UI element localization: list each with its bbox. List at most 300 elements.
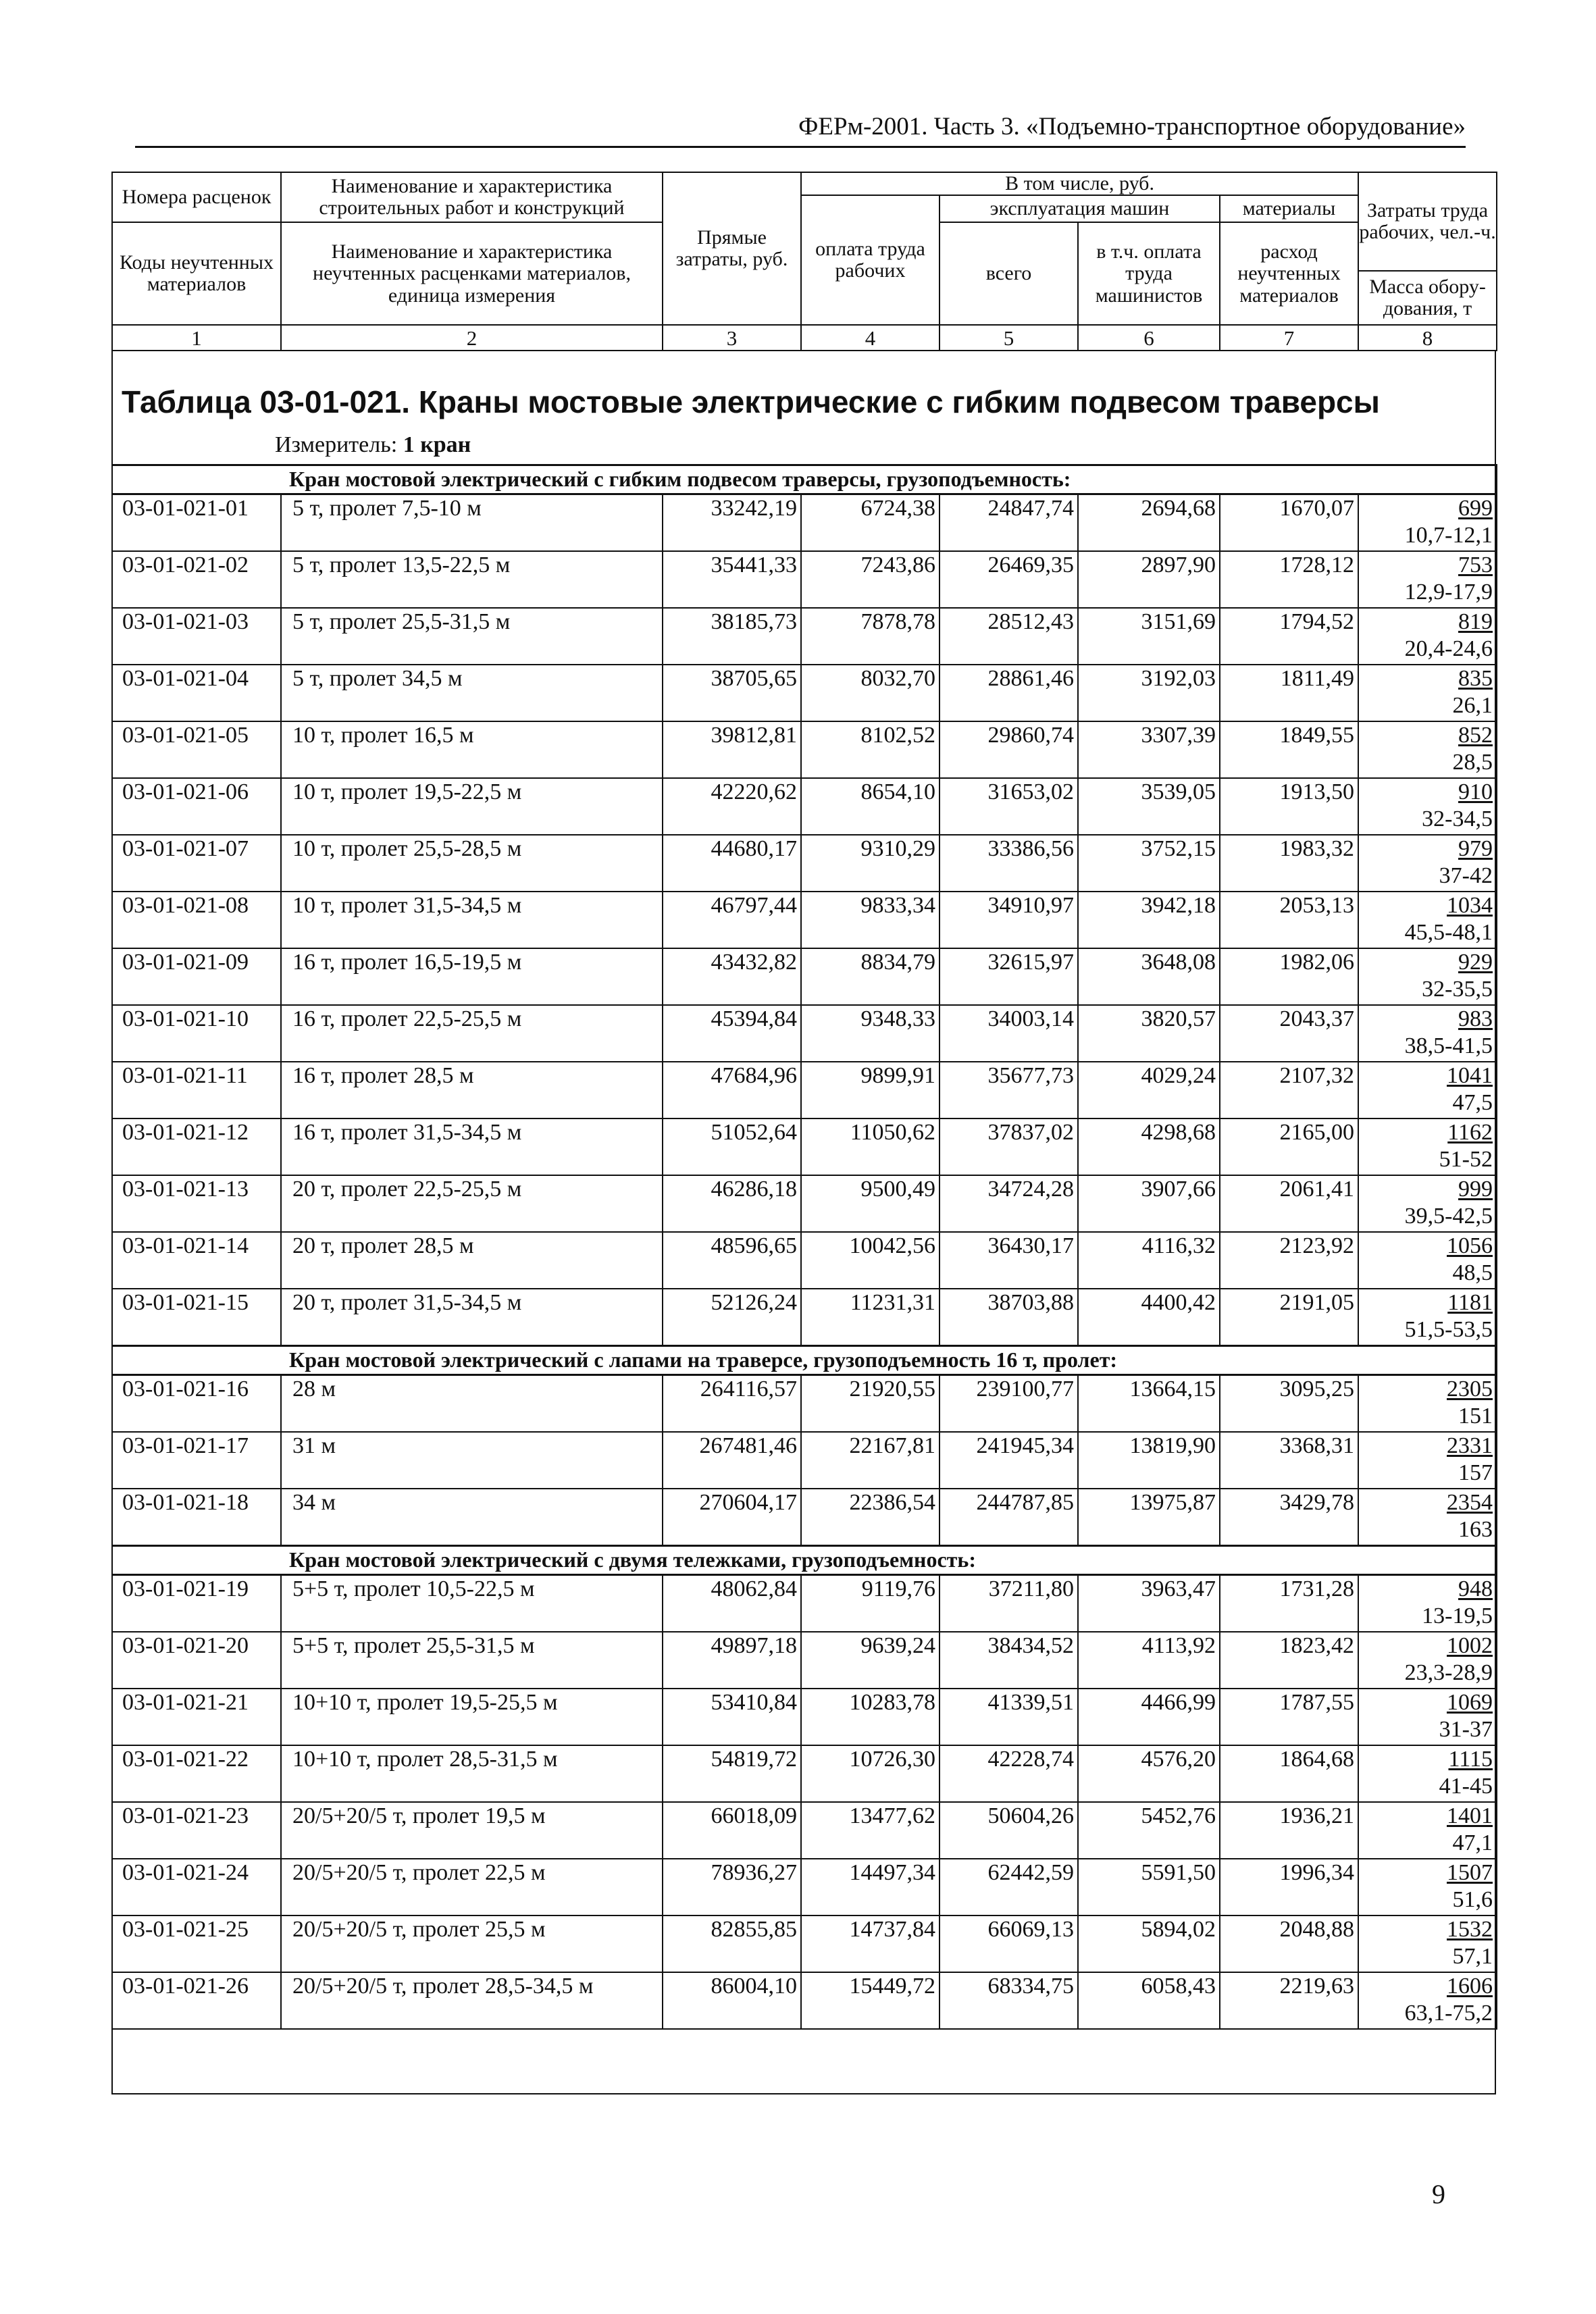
- rate-code: 03-01-021-04: [112, 665, 281, 721]
- machines-total: 37211,80: [939, 1575, 1078, 1632]
- column-number: 3: [663, 325, 801, 351]
- work-name: 5 т, пролет 25,5-31,5 м: [281, 608, 663, 665]
- table-row: [112, 1632, 1497, 1689]
- materials-cost: 1823,42: [1220, 1632, 1358, 1689]
- column-number: 6: [1078, 325, 1220, 351]
- running-head: ФЕРм-2001. Часть 3. «Подъемно-транспортное оборудование»: [135, 108, 1466, 148]
- equipment-mass: 47,5: [1452, 1090, 1493, 1115]
- machines-total: 239100,77: [939, 1375, 1078, 1433]
- work-name: 20 т, пролет 28,5 м: [281, 1232, 663, 1289]
- rate-code: 03-01-021-08: [112, 892, 281, 948]
- column-number: 1: [112, 325, 281, 351]
- operators-pay: 4029,24: [1078, 1062, 1220, 1119]
- labor-and-mass-cell: [1358, 1575, 1497, 1632]
- table-row: [112, 1972, 1497, 2029]
- operators-pay: 3192,03: [1078, 665, 1220, 721]
- table-body-box: [111, 351, 1496, 2094]
- materials-cost: 2043,37: [1220, 1005, 1358, 1062]
- machines-total: 36430,17: [939, 1232, 1078, 1289]
- rate-code: 03-01-021-21: [112, 1689, 281, 1745]
- labor-and-mass-cell: [1358, 608, 1497, 665]
- equipment-mass: 63,1-75,2: [1404, 2001, 1493, 2026]
- rate-code: 03-01-021-24: [112, 1859, 281, 1916]
- materials-cost: 1849,55: [1220, 721, 1358, 778]
- direct-costs: 54819,72: [663, 1745, 801, 1802]
- labor-and-mass-cell: [1358, 1489, 1497, 1546]
- equipment-mass: 23,3-28,9: [1404, 1660, 1493, 1685]
- operators-pay: 3942,18: [1078, 892, 1220, 948]
- labor-pay: 10042,56: [801, 1232, 939, 1289]
- table-row: [112, 1916, 1497, 1972]
- equipment-mass: 32-35,5: [1422, 977, 1493, 1002]
- group-header-row: [112, 465, 1497, 494]
- labor-and-mass-cell: [1358, 1005, 1497, 1062]
- table-row: [112, 1802, 1497, 1859]
- direct-costs: 78936,27: [663, 1859, 801, 1916]
- group-title: Кран мостовой электрический с гибким подвесом траверсы, грузоподъемность:: [289, 467, 1071, 491]
- labor-pay: 22167,81: [801, 1432, 939, 1489]
- labor-pay: 11231,31: [801, 1289, 939, 1346]
- direct-costs: 38705,65: [663, 665, 801, 721]
- header-col2-bottom: Наименование и характеристика неучтенных расценками материалов, единица измерения: [281, 222, 663, 325]
- group-header-row: [112, 1346, 1497, 1375]
- labor-and-mass-cell: [1358, 1175, 1497, 1232]
- labor-pay: 7243,86: [801, 551, 939, 608]
- machines-total: 33386,56: [939, 835, 1078, 892]
- direct-costs: 38185,73: [663, 608, 801, 665]
- labor-pay: 9899,91: [801, 1062, 939, 1119]
- direct-costs: 264116,57: [663, 1375, 801, 1433]
- operators-pay: 13975,87: [1078, 1489, 1220, 1546]
- direct-costs: 39812,81: [663, 721, 801, 778]
- page-number: 9: [1432, 2179, 1445, 2209]
- labor-hours: 2305: [1447, 1377, 1493, 1402]
- work-name: 20 т, пролет 22,5-25,5 м: [281, 1175, 663, 1232]
- table-row: [112, 1859, 1497, 1916]
- equipment-mass: 151: [1458, 1404, 1493, 1429]
- labor-hours: 1507: [1447, 1860, 1493, 1885]
- operators-pay: 3307,39: [1078, 721, 1220, 778]
- direct-costs: 47684,96: [663, 1062, 801, 1119]
- equipment-mass: 51,5-53,5: [1404, 1317, 1493, 1342]
- table-row: [112, 721, 1497, 778]
- labor-and-mass-cell: [1358, 1745, 1497, 1802]
- labor-hours: 1162: [1447, 1120, 1493, 1145]
- table-unit: [275, 430, 471, 460]
- labor-hours: 1056: [1447, 1233, 1493, 1258]
- operators-pay: 5591,50: [1078, 1859, 1220, 1916]
- labor-pay: 11050,62: [801, 1119, 939, 1175]
- machines-total: 28512,43: [939, 608, 1078, 665]
- machines-total: 38434,52: [939, 1632, 1078, 1689]
- direct-costs: 49897,18: [663, 1632, 801, 1689]
- operators-pay: 3752,15: [1078, 835, 1220, 892]
- machines-total: 34910,97: [939, 892, 1078, 948]
- work-name: 5 т, пролет 13,5-22,5 м: [281, 551, 663, 608]
- labor-and-mass-cell: [1358, 1632, 1497, 1689]
- direct-costs: 270604,17: [663, 1489, 801, 1546]
- rate-code: 03-01-021-10: [112, 1005, 281, 1062]
- labor-hours: 1034: [1447, 893, 1493, 918]
- work-name: 10 т, пролет 16,5 м: [281, 721, 663, 778]
- labor-pay: 9348,33: [801, 1005, 939, 1062]
- operators-pay: 3963,47: [1078, 1575, 1220, 1632]
- equipment-mass: 26,1: [1452, 693, 1493, 718]
- rate-code: 03-01-021-22: [112, 1745, 281, 1802]
- table-row: [112, 892, 1497, 948]
- header-col1-bottom: Коды неучтенных материалов: [112, 222, 281, 325]
- labor-pay: 13477,62: [801, 1802, 939, 1859]
- machines-total: 26469,35: [939, 551, 1078, 608]
- equipment-mass: 51-52: [1439, 1147, 1493, 1172]
- equipment-mass: 48,5: [1452, 1260, 1493, 1285]
- machines-total: 68334,75: [939, 1972, 1078, 2029]
- labor-and-mass-cell: [1358, 1119, 1497, 1175]
- rate-code: 03-01-021-01: [112, 494, 281, 552]
- work-name: 16 т, пролет 31,5-34,5 м: [281, 1119, 663, 1175]
- labor-hours: 1041: [1447, 1063, 1493, 1088]
- materials-cost: 1982,06: [1220, 948, 1358, 1005]
- table-row: [112, 835, 1497, 892]
- machines-total: 37837,02: [939, 1119, 1078, 1175]
- materials-cost: 1670,07: [1220, 494, 1358, 552]
- rate-code: 03-01-021-11: [112, 1062, 281, 1119]
- rate-code: 03-01-021-25: [112, 1916, 281, 1972]
- direct-costs: 45394,84: [663, 1005, 801, 1062]
- table-row: [112, 1232, 1497, 1289]
- labor-pay: 9310,29: [801, 835, 939, 892]
- machines-total: 50604,26: [939, 1802, 1078, 1859]
- labor-pay: 8654,10: [801, 778, 939, 835]
- rate-code: 03-01-021-23: [112, 1802, 281, 1859]
- equipment-mass: 51,6: [1452, 1887, 1493, 1912]
- work-name: 28 м: [281, 1375, 663, 1433]
- materials-cost: 1983,32: [1220, 835, 1358, 892]
- labor-hours: 929: [1458, 950, 1493, 975]
- machines-total: 38703,88: [939, 1289, 1078, 1346]
- labor-pay: 8102,52: [801, 721, 939, 778]
- equipment-mass: 13-19,5: [1422, 1603, 1493, 1628]
- labor-pay: 9833,34: [801, 892, 939, 948]
- operators-pay: 3539,05: [1078, 778, 1220, 835]
- materials-cost: 3095,25: [1220, 1375, 1358, 1433]
- rate-code: 03-01-021-09: [112, 948, 281, 1005]
- operators-pay: 3820,57: [1078, 1005, 1220, 1062]
- table-row: [112, 608, 1497, 665]
- work-name: 10+10 т, пролет 28,5-31,5 м: [281, 1745, 663, 1802]
- work-name: 10+10 т, пролет 19,5-25,5 м: [281, 1689, 663, 1745]
- rate-code: 03-01-021-02: [112, 551, 281, 608]
- header-machines: эксплуатация машин: [939, 195, 1220, 222]
- labor-hours: 979: [1458, 836, 1493, 861]
- operators-pay: 13819,90: [1078, 1432, 1220, 1489]
- materials-cost: 2123,92: [1220, 1232, 1358, 1289]
- group-header-cell: [281, 1546, 1497, 1575]
- column-number: 5: [939, 325, 1078, 351]
- operators-pay: 4298,68: [1078, 1119, 1220, 1175]
- materials-cost: 1794,52: [1220, 608, 1358, 665]
- operators-pay: 4113,92: [1078, 1632, 1220, 1689]
- operators-pay: 3907,66: [1078, 1175, 1220, 1232]
- table-row: [112, 1375, 1497, 1433]
- labor-pay: 14737,84: [801, 1916, 939, 1972]
- group-title: Кран мостовой электрический с двумя тележками, грузоподъемность:: [289, 1547, 976, 1572]
- materials-cost: 1936,21: [1220, 1802, 1358, 1859]
- direct-costs: 53410,84: [663, 1689, 801, 1745]
- work-name: 5+5 т, пролет 10,5-22,5 м: [281, 1575, 663, 1632]
- labor-and-mass-cell: [1358, 1859, 1497, 1916]
- materials-cost: 3368,31: [1220, 1432, 1358, 1489]
- materials-cost: 2061,41: [1220, 1175, 1358, 1232]
- direct-costs: 48062,84: [663, 1575, 801, 1632]
- labor-hours: 1069: [1447, 1690, 1493, 1715]
- header-col2-top: Наименование и характеристика строительных работ и конструкций: [281, 172, 663, 222]
- operators-pay: 4400,42: [1078, 1289, 1220, 1346]
- materials-cost: 1787,55: [1220, 1689, 1358, 1745]
- direct-costs: 46286,18: [663, 1175, 801, 1232]
- work-name: 20/5+20/5 т, пролет 25,5 м: [281, 1916, 663, 1972]
- operators-pay: 2694,68: [1078, 494, 1220, 552]
- machines-total: 35677,73: [939, 1062, 1078, 1119]
- machines-total: 66069,13: [939, 1916, 1078, 1972]
- labor-and-mass-cell: [1358, 835, 1497, 892]
- labor-hours: 1002: [1447, 1633, 1493, 1658]
- labor-pay: 8032,70: [801, 665, 939, 721]
- table-title: Таблица 03-01-021. Краны мостовые электрические с гибким подвесом траверсы: [122, 384, 1380, 419]
- labor-hours: 2354: [1447, 1490, 1493, 1515]
- labor-hours: 1532: [1447, 1917, 1493, 1942]
- table-row: [112, 1575, 1497, 1632]
- work-name: 5+5 т, пролет 25,5-31,5 м: [281, 1632, 663, 1689]
- rate-code: 03-01-021-19: [112, 1575, 281, 1632]
- work-name: 5 т, пролет 34,5 м: [281, 665, 663, 721]
- materials-cost: 1811,49: [1220, 665, 1358, 721]
- header-col5: всего: [939, 222, 1078, 325]
- rate-code: 03-01-021-18: [112, 1489, 281, 1546]
- labor-hours: 852: [1458, 723, 1493, 748]
- materials-cost: 2165,00: [1220, 1119, 1358, 1175]
- materials-cost: 2048,88: [1220, 1916, 1358, 1972]
- operators-pay: 2897,90: [1078, 551, 1220, 608]
- direct-costs: 46797,44: [663, 892, 801, 948]
- machines-total: 62442,59: [939, 1859, 1078, 1916]
- unit-label: Измеритель:: [275, 432, 398, 457]
- labor-and-mass-cell: [1358, 892, 1497, 948]
- labor-and-mass-cell: [1358, 1802, 1497, 1859]
- rate-code: 03-01-021-07: [112, 835, 281, 892]
- materials-cost: 1996,34: [1220, 1859, 1358, 1916]
- group-title: Кран мостовой электрический с лапами на траверсе, грузоподъемность 16 т, пролет:: [289, 1347, 1118, 1372]
- operators-pay: 4576,20: [1078, 1745, 1220, 1802]
- materials-cost: 2191,05: [1220, 1289, 1358, 1346]
- labor-pay: 14497,34: [801, 1859, 939, 1916]
- machines-total: 244787,85: [939, 1489, 1078, 1546]
- direct-costs: 66018,09: [663, 1802, 801, 1859]
- machines-total: 34724,28: [939, 1175, 1078, 1232]
- header-col3: Прямые затраты, руб.: [663, 172, 801, 325]
- direct-costs: 35441,33: [663, 551, 801, 608]
- labor-pay: 10726,30: [801, 1745, 939, 1802]
- header-col4: оплата труда рабочих: [801, 195, 939, 325]
- direct-costs: 43432,82: [663, 948, 801, 1005]
- rate-code: 03-01-021-20: [112, 1632, 281, 1689]
- operators-pay: 4116,32: [1078, 1232, 1220, 1289]
- header-col1-top: Номера расценок: [112, 172, 281, 222]
- table-row: [112, 494, 1497, 552]
- operators-pay: 6058,43: [1078, 1972, 1220, 2029]
- direct-costs: 82855,85: [663, 1916, 801, 1972]
- rate-code: 03-01-021-14: [112, 1232, 281, 1289]
- equipment-mass: 41-45: [1439, 1774, 1493, 1799]
- table-row: [112, 1432, 1497, 1489]
- table-row: [112, 1689, 1497, 1745]
- equipment-mass: 37-42: [1439, 863, 1493, 888]
- machines-total: 24847,74: [939, 494, 1078, 552]
- operators-pay: 3648,08: [1078, 948, 1220, 1005]
- table-row: [112, 551, 1497, 608]
- labor-pay: 6724,38: [801, 494, 939, 552]
- equipment-mass: 39,5-42,5: [1404, 1204, 1493, 1229]
- table-row: [112, 1289, 1497, 1346]
- labor-hours: 835: [1458, 666, 1493, 691]
- header-col8-bottom: Масса обору-дования, т: [1358, 271, 1497, 325]
- labor-hours: 999: [1458, 1177, 1493, 1202]
- rate-code: 03-01-021-26: [112, 1972, 281, 2029]
- labor-pay: 22386,54: [801, 1489, 939, 1546]
- labor-and-mass-cell: [1358, 1689, 1497, 1745]
- header-col7: расход неучтенных материалов: [1220, 222, 1358, 325]
- equipment-mass: 45,5-48,1: [1404, 920, 1493, 945]
- operators-pay: 3151,69: [1078, 608, 1220, 665]
- work-name: 16 т, пролет 28,5 м: [281, 1062, 663, 1119]
- direct-costs: 52126,24: [663, 1289, 801, 1346]
- rate-code: 03-01-021-13: [112, 1175, 281, 1232]
- equipment-mass: 38,5-41,5: [1404, 1033, 1493, 1058]
- labor-hours: 699: [1458, 496, 1493, 521]
- labor-pay: 10283,78: [801, 1689, 939, 1745]
- equipment-mass: 20,4-24,6: [1404, 636, 1493, 661]
- header-col6: в т.ч. оплата труда машинистов: [1078, 222, 1220, 325]
- work-name: 20/5+20/5 т, пролет 28,5-34,5 м: [281, 1972, 663, 2029]
- labor-pay: 8834,79: [801, 948, 939, 1005]
- table-row: [112, 948, 1497, 1005]
- group-header-cell: [281, 1346, 1497, 1375]
- materials-cost: 1864,68: [1220, 1745, 1358, 1802]
- labor-and-mass-cell: [1358, 1972, 1497, 2029]
- work-name: 16 т, пролет 16,5-19,5 м: [281, 948, 663, 1005]
- table-row: [112, 1119, 1497, 1175]
- labor-pay: 9639,24: [801, 1632, 939, 1689]
- machines-total: 34003,14: [939, 1005, 1078, 1062]
- rate-code: 03-01-021-06: [112, 778, 281, 835]
- work-name: 20/5+20/5 т, пролет 19,5 м: [281, 1802, 663, 1859]
- labor-hours: 1115: [1448, 1747, 1493, 1772]
- labor-and-mass-cell: [1358, 494, 1497, 552]
- work-name: 10 т, пролет 25,5-28,5 м: [281, 835, 663, 892]
- table-row: [112, 1489, 1497, 1546]
- operators-pay: 13664,15: [1078, 1375, 1220, 1433]
- labor-hours: 983: [1458, 1006, 1493, 1031]
- machines-total: 31653,02: [939, 778, 1078, 835]
- column-header-table: [111, 172, 1497, 351]
- materials-cost: 2053,13: [1220, 892, 1358, 948]
- machines-total: 41339,51: [939, 1689, 1078, 1745]
- labor-and-mass-cell: [1358, 778, 1497, 835]
- direct-costs: 44680,17: [663, 835, 801, 892]
- labor-and-mass-cell: [1358, 1062, 1497, 1119]
- machines-total: 28861,46: [939, 665, 1078, 721]
- equipment-mass: 32-34,5: [1422, 806, 1493, 831]
- rate-code: 03-01-021-05: [112, 721, 281, 778]
- rate-code: 03-01-021-17: [112, 1432, 281, 1489]
- materials-cost: 1728,12: [1220, 551, 1358, 608]
- group-header-spacer: [112, 1546, 281, 1575]
- table-row: [112, 665, 1497, 721]
- column-number: 8: [1358, 325, 1497, 351]
- work-name: 5 т, пролет 7,5-10 м: [281, 494, 663, 552]
- labor-pay: 9119,76: [801, 1575, 939, 1632]
- work-name: 20/5+20/5 т, пролет 22,5 м: [281, 1859, 663, 1916]
- work-name: 10 т, пролет 31,5-34,5 м: [281, 892, 663, 948]
- labor-pay: 9500,49: [801, 1175, 939, 1232]
- equipment-mass: 157: [1458, 1460, 1493, 1485]
- labor-hours: 910: [1458, 779, 1493, 804]
- rates-table: [111, 464, 1497, 2030]
- labor-and-mass-cell: [1358, 948, 1497, 1005]
- materials-cost: 2107,32: [1220, 1062, 1358, 1119]
- work-name: 31 м: [281, 1432, 663, 1489]
- machines-total: 42228,74: [939, 1745, 1078, 1802]
- rate-code: 03-01-021-12: [112, 1119, 281, 1175]
- unit-value: 1 кран: [403, 432, 471, 457]
- materials-cost: 1913,50: [1220, 778, 1358, 835]
- work-name: 16 т, пролет 22,5-25,5 м: [281, 1005, 663, 1062]
- equipment-mass: 28,5: [1452, 750, 1493, 775]
- column-number: 2: [281, 325, 663, 351]
- equipment-mass: 163: [1458, 1517, 1493, 1542]
- machines-total: 29860,74: [939, 721, 1078, 778]
- direct-costs: 48596,65: [663, 1232, 801, 1289]
- labor-and-mass-cell: [1358, 1289, 1497, 1346]
- labor-hours: 819: [1458, 609, 1493, 634]
- machines-total: 241945,34: [939, 1432, 1078, 1489]
- work-name: 34 м: [281, 1489, 663, 1546]
- direct-costs: 51052,64: [663, 1119, 801, 1175]
- operators-pay: 5894,02: [1078, 1916, 1220, 1972]
- work-name: 20 т, пролет 31,5-34,5 м: [281, 1289, 663, 1346]
- labor-and-mass-cell: [1358, 721, 1497, 778]
- header-incl: В том числе, руб.: [801, 172, 1358, 195]
- rate-code: 03-01-021-16: [112, 1375, 281, 1433]
- materials-cost: 3429,78: [1220, 1489, 1358, 1546]
- table-row: [112, 1175, 1497, 1232]
- materials-cost: 2219,63: [1220, 1972, 1358, 2029]
- labor-pay: 15449,72: [801, 1972, 939, 2029]
- labor-and-mass-cell: [1358, 1232, 1497, 1289]
- equipment-mass: 57,1: [1452, 1944, 1493, 1969]
- labor-and-mass-cell: [1358, 665, 1497, 721]
- operators-pay: 4466,99: [1078, 1689, 1220, 1745]
- group-header-cell: [281, 465, 1497, 494]
- table-row: [112, 778, 1497, 835]
- labor-hours: 948: [1458, 1576, 1493, 1601]
- labor-pay: 21920,55: [801, 1375, 939, 1433]
- group-header-spacer: [112, 465, 281, 494]
- equipment-mass: 10,7-12,1: [1404, 523, 1493, 548]
- group-header-spacer: [112, 1346, 281, 1375]
- labor-hours: 1181: [1447, 1290, 1493, 1315]
- direct-costs: 33242,19: [663, 494, 801, 552]
